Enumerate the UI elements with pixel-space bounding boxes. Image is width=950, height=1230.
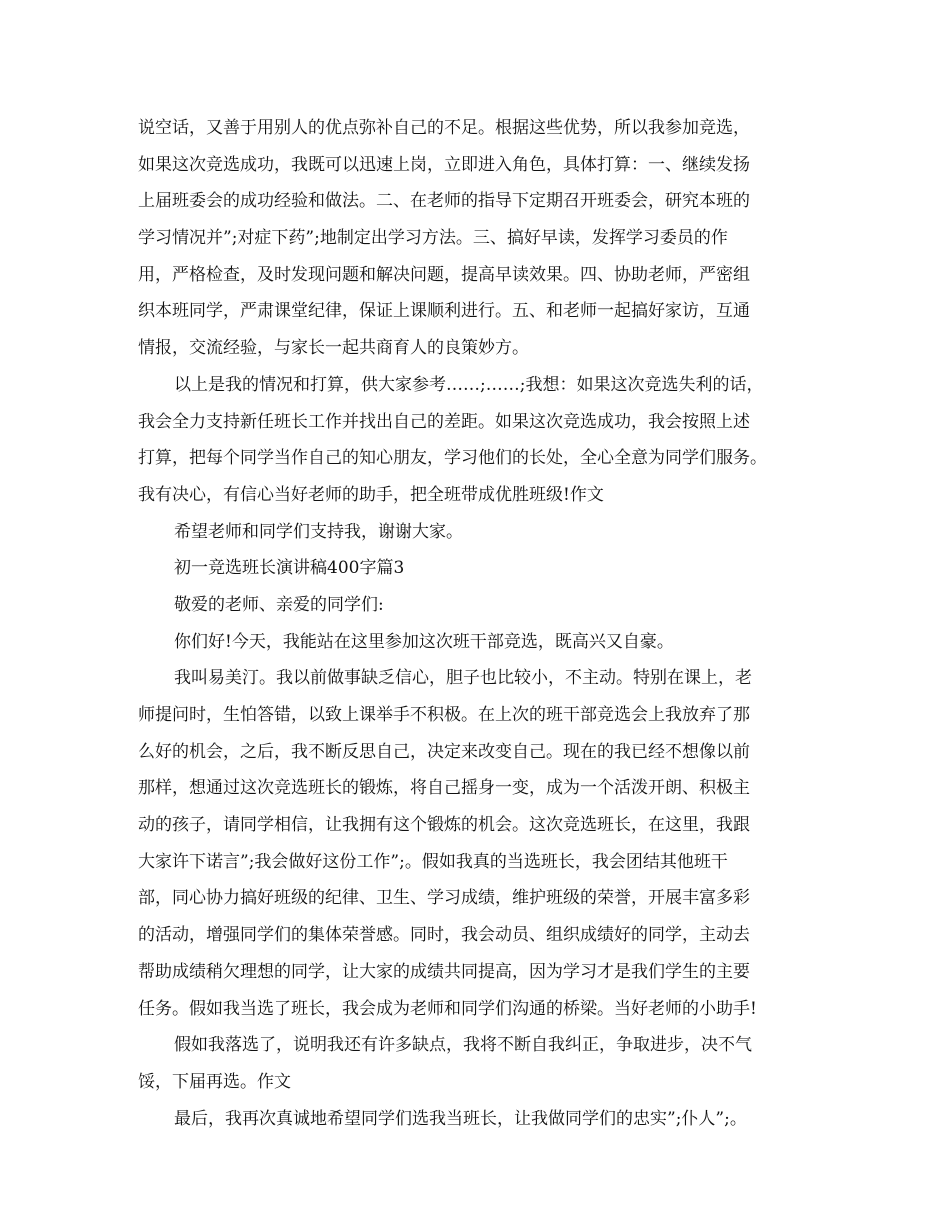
- text-line: 动的孩子，请同学相信，让我拥有这个锻炼的机会。这次竞选班长，在这里，我跟: [138, 815, 750, 836]
- text-line: 上届班委会的成功经验和做法。二、在老师的指导下定期召开班委会，研究本班的: [138, 191, 750, 212]
- text-line: 说空话，又善于用别人的优点弥补自己的不足。根据这些优势，所以我参加竞选，: [138, 118, 750, 138]
- text-line: 以上是我的情况和打算，供大家参考……;……;我想：如果这次竞选失利的话，: [174, 374, 764, 395]
- text-line: 最后，我再次真诚地希望同学们选我当班长，让我做同学们的忠实”;仆人”;。: [174, 1108, 747, 1129]
- text-line: 希望老师和同学们支持我，谢谢大家。: [174, 521, 463, 542]
- text-line: 情报，交流经验，与家长一起共商育人的良策妙方。: [138, 338, 529, 359]
- text-line: 打算，把每个同学当作自己的知心朋友，学习他们的长处，全心全意为同学们服务。: [138, 448, 767, 469]
- text-line: 任务。假如我当选了班长，我会成为老师和同学们沟通的桥梁。当好老师的小助手!: [138, 998, 757, 1019]
- text-line: 假如我落选了，说明我还有许多缺点，我将不断自我纠正，争取进步，决不气: [174, 1035, 752, 1056]
- text-line: 的活动，增强同学们的集体荣誉感。同时，我会动员、组织成绩好的同学，主动去: [138, 925, 750, 946]
- text-line: 我会全力支持新任班长工作并找出自己的差距。如果这次竞选成功，我会按照上述: [138, 411, 750, 432]
- text-line: 部，同心协力搞好班级的纪律、卫生、学习成绩，维护班级的荣誉，开展丰富多彩: [138, 888, 750, 909]
- text-line: 馁，下届再选。作文: [138, 1071, 291, 1092]
- document-body: [138, 110, 828, 1137]
- text-line: 织本班同学，严肃课堂纪律，保证上课顺利进行。五、和老师一起搞好家访，互通: [138, 301, 750, 322]
- text-line: 大家许下诺言”;我会做好这份工作”;。假如我真的当选班长，我会团结其他班干: [138, 851, 728, 872]
- text-line: 用，严格检查，及时发现问题和解决问题，提高早读效果。四、协助老师，严密组: [138, 264, 750, 285]
- text-line: 我叫易美汀。我以前做事缺乏信心，胆子也比较小，不主动。特别在课上，老: [174, 668, 752, 689]
- section-heading: 初一竞选班长演讲稿400字篇3: [174, 558, 405, 579]
- text-line: 学习情况并”;对症下药”;地制定出学习方法。三、搞好早读，发挥学习委员的作: [138, 228, 728, 249]
- text-line: 我有决心，有信心当好老师的助手，把全班带成优胜班级!作文: [138, 484, 604, 505]
- salutation: 敬爱的老师、亲爱的同学们:: [174, 594, 384, 615]
- text-line: 师提问时，生怕答错，以致上课举手不积极。在上次的班干部竞选会上我放弃了那: [138, 705, 750, 725]
- text-line: 帮助成绩稍欠理想的同学，让大家的成绩共同提高，因为学习才是我们学生的主要: [138, 961, 750, 982]
- text-line: 如果这次竞选成功，我既可以迅速上岗，立即进入角色，具体打算：一、继续发扬: [138, 154, 750, 175]
- text-line: 你们好!今天，我能站在这里参加这次班干部竞选，既高兴又自豪。: [174, 631, 674, 652]
- text-line: 那样，想通过这次竞选班长的锻炼，将自己摇身一变，成为一个活泼开朗、积极主: [138, 778, 750, 799]
- text-line: 么好的机会，之后，我不断反思自己，决定来改变自己。现在的我已经不想像以前: [138, 741, 750, 762]
